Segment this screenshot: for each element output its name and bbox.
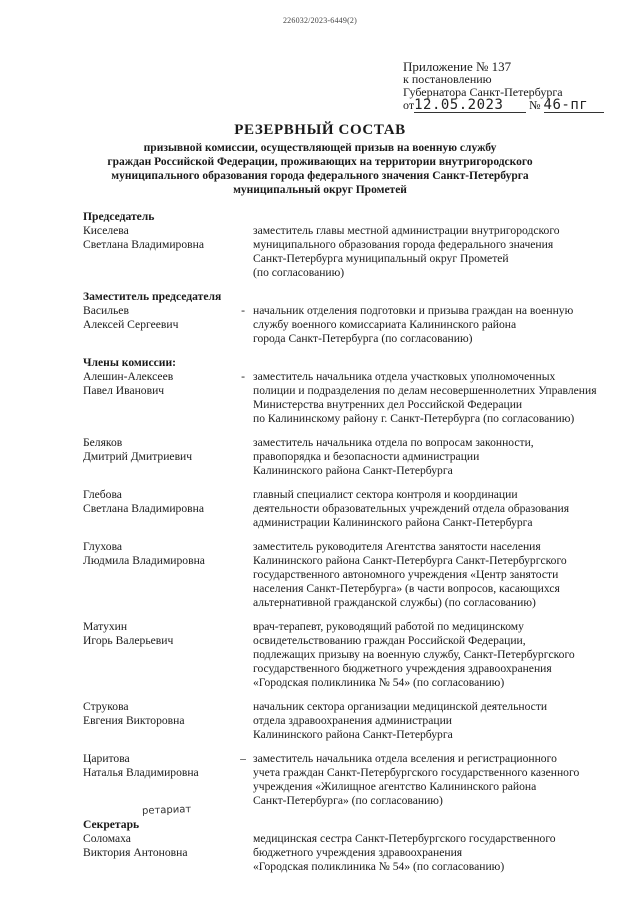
- position-line: заместитель начальника отдела вселения и регистрационного: [253, 752, 557, 765]
- member-row: [83, 620, 633, 690]
- member-surname: Глухова: [83, 540, 123, 553]
- dash-separator: -: [241, 370, 245, 383]
- position-line: администрации Калининского района Санкт-Петербурга: [253, 516, 533, 529]
- appendix-line-1: Приложение № 137: [403, 59, 512, 74]
- member-given-name: Людмила Владимировна: [83, 554, 205, 567]
- member-given-name: Светлана Владимировна: [83, 502, 204, 515]
- member-row: [83, 304, 633, 346]
- position-line: Министерства внутренних дел Российской Федерации: [253, 398, 523, 411]
- member-name: [83, 304, 233, 332]
- member-position: [253, 752, 593, 808]
- appendix-block: [403, 60, 633, 113]
- date-prefix: от: [403, 98, 415, 112]
- member-given-name: Светлана Владимировна: [83, 238, 204, 251]
- position-line: (по согласованию): [253, 266, 345, 279]
- member-row: [83, 752, 633, 808]
- position-line: «Городская поликлиника № 54» (по согласованию): [253, 860, 505, 873]
- member-name: [83, 832, 233, 860]
- appendix-date: 12.05.2023: [414, 99, 526, 113]
- position-line: отдела здравоохранения администрации: [253, 714, 452, 727]
- member-name: [83, 436, 233, 464]
- position-line: учреждения «Жилищное агентство Калининского района: [253, 780, 537, 793]
- position-line: города Санкт-Петербурга (по согласованию): [253, 332, 473, 345]
- member-surname: Глебова: [83, 488, 122, 501]
- position-line: Санкт-Петербурга» (по согласованию): [253, 794, 443, 807]
- member-position: [253, 436, 593, 478]
- position-line: заместитель начальника отдела по вопросам законности,: [253, 436, 534, 449]
- member-row: [83, 436, 633, 478]
- member-row: [83, 700, 633, 742]
- position-line: альтернативной гражданской службы) (по согласованию): [253, 596, 536, 609]
- member-surname: Матухин: [83, 620, 128, 633]
- subtitle-line: граждан Российской Федерации, проживающих на территории внутригородского: [107, 156, 533, 168]
- position-line: деятельности образовательных учреждений отдела образования: [253, 502, 570, 515]
- member-name: [83, 540, 233, 568]
- position-line: врач-терапевт, руководящий работой по медицинскому: [253, 620, 524, 633]
- position-line: государственного автономного учреждения «Центр занятости: [253, 568, 559, 581]
- member-position: [253, 488, 593, 530]
- member-row: [83, 488, 633, 530]
- position-line: государственного бюджетного учреждения здравоохранения: [253, 662, 552, 675]
- position-line: освидетельствованию граждан Российской Федерации,: [253, 634, 526, 647]
- position-line: учета граждан Санкт-Петербургского государственного казенного: [253, 766, 580, 779]
- subtitle-line: муниципального образования города федерального значения Санкт-Петербурга: [111, 170, 529, 182]
- member-given-name: Наталья Владимировна: [83, 766, 199, 779]
- position-line: медицинская сестра Санкт-Петербургского государственного: [253, 832, 556, 845]
- document-title: РЕЗЕРВНЫЙ СОСТАВ: [234, 122, 406, 138]
- position-line: начальник отделения подготовки и призыва граждан на военную: [253, 304, 574, 317]
- member-position: [253, 620, 593, 690]
- position-line: Калининского района Санкт-Петербурга: [253, 728, 453, 741]
- member-position: [253, 700, 593, 742]
- member-given-name: Виктория Антоновна: [83, 846, 188, 859]
- member-name: [83, 370, 233, 398]
- dash-separator: –: [240, 752, 246, 765]
- position-line: Санкт-Петербурга муниципальный округ Прометей: [253, 252, 509, 265]
- member-row: [83, 370, 633, 426]
- appendix-number: 46-пг: [544, 99, 604, 113]
- member-surname: Васильев: [83, 304, 129, 317]
- position-line: заместитель начальника отдела участковых уполномоченных: [253, 370, 556, 383]
- position-line: службу военного комиссариата Калининского района: [253, 318, 517, 331]
- member-surname: Царитова: [83, 752, 130, 765]
- position-line: подлежащих призыву на военную службу, Санкт-Петербургского: [253, 648, 575, 661]
- member-name: [83, 488, 233, 516]
- member-given-name: Алексей Сергеевич: [83, 318, 179, 331]
- member-row: [83, 224, 633, 280]
- member-name: [83, 700, 233, 728]
- appendix-line-2: к постановлению: [403, 72, 492, 86]
- subtitle-line: муниципальный округ Прометей: [233, 184, 407, 196]
- dash-separator: -: [241, 304, 245, 317]
- member-given-name: Евгения Викторовна: [83, 714, 185, 727]
- position-line: Калининского района Санкт-Петербурга: [253, 464, 453, 477]
- member-given-name: Игорь Валерьевич: [83, 634, 174, 647]
- member-row: [83, 832, 633, 874]
- member-surname: Киселева: [83, 224, 129, 237]
- number-prefix: №: [529, 98, 541, 112]
- member-given-name: Павел Иванович: [83, 384, 165, 397]
- position-line: начальник сектора организации медицинской деятельности: [253, 700, 548, 713]
- position-line: муниципального образования города федерального значения: [253, 238, 554, 251]
- member-surname: Алешин-Алексеев: [83, 370, 174, 383]
- member-surname: Струкова: [83, 700, 129, 713]
- member-name: [83, 752, 233, 780]
- position-line: населения Санкт-Петербурга» (в части вопросов, касающихся: [253, 582, 560, 595]
- member-position: [253, 304, 593, 346]
- member-given-name: Дмитрий Дмитриевич: [83, 450, 193, 463]
- group-heading: Председатель: [83, 210, 155, 223]
- document-title-block: [0, 122, 640, 197]
- stamp-fragment: ретариат: [141, 804, 192, 817]
- position-line: по Калининскому району г. Санкт-Петербурга (по согласованию): [253, 412, 575, 425]
- appendix-line-3: Губернатора Санкт-Петербурга: [403, 85, 563, 99]
- subtitle-line: призывной комиссии, осуществляющей призыв на военную службу: [143, 142, 497, 154]
- position-line: заместитель руководителя Агентства занятости населения: [253, 540, 541, 553]
- member-name: [83, 620, 233, 648]
- member-surname: Соломаха: [83, 832, 131, 845]
- group-heading: Секретарь: [83, 818, 140, 831]
- appendix-date-line: [403, 99, 633, 113]
- member-surname: Беляков: [83, 436, 123, 449]
- member-name: [83, 224, 233, 252]
- position-line: правопорядка и безопасности администрации: [253, 450, 480, 463]
- position-line: «Городская поликлиника № 54» (по согласованию): [253, 676, 505, 689]
- position-line: заместитель главы местной администрации внутригородского: [253, 224, 560, 237]
- group-heading: Члены комиссии:: [83, 356, 176, 369]
- document-number: 226032/2023-6449(2): [282, 16, 357, 25]
- member-position: [253, 370, 597, 426]
- member-position: [253, 224, 593, 280]
- group-heading: Заместитель председателя: [83, 290, 222, 303]
- member-position: [253, 832, 593, 874]
- position-line: полиции и подразделения по делам несовершеннолетних Управления: [253, 384, 597, 397]
- position-line: главный специалист сектора контроля и координации: [253, 488, 518, 501]
- member-position: [253, 540, 593, 610]
- position-line: бюджетного учреждения здравоохранения: [253, 846, 463, 859]
- position-line: Калининского района Санкт-Петербурга Санкт-Петербургского: [253, 554, 567, 567]
- commission-list: [83, 210, 633, 874]
- member-row: [83, 540, 633, 610]
